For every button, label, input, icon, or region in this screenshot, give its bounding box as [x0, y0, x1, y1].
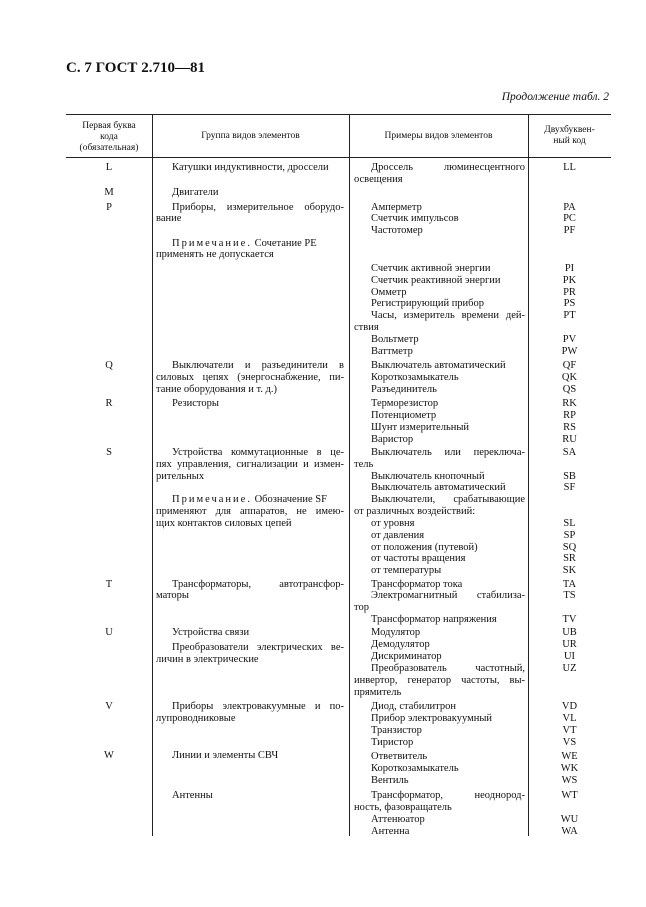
example-SA-line1: Выключатель или переключа-: [371, 447, 525, 458]
example-TA: Трансформатор тока: [371, 579, 463, 590]
example-VL: Прибор электровакуумный: [371, 713, 493, 724]
example-UZ-line2: инвертор, генератор частоты, вы-: [354, 675, 525, 686]
example-RK: Терморезистор: [371, 398, 439, 409]
letter-T: T: [105, 579, 113, 590]
group-P-note-line1: [172, 238, 317, 250]
letter-S: S: [106, 447, 112, 458]
example-PC: Счетчик импульсов: [371, 213, 459, 224]
example-PS: Регистрирующий прибор: [371, 298, 485, 309]
code-SP: SP: [563, 530, 576, 541]
example-S-intro-line2: от различных воздействий:: [354, 506, 476, 517]
code-TS: TS: [563, 590, 576, 601]
example-SQ: от положения (путевой): [371, 542, 478, 553]
code-PK: PK: [562, 275, 577, 286]
example-UZ-line3: прямитель: [354, 687, 402, 698]
code-PF: PF: [563, 225, 576, 236]
example-TS-line2: тор: [354, 602, 369, 613]
example-TV: Трансформатор напряжения: [371, 614, 497, 625]
example-WU: Аттенюатор: [371, 814, 425, 825]
code-SB: SB: [563, 471, 576, 482]
code-PC: PC: [563, 213, 576, 224]
code-PW: PW: [561, 346, 578, 357]
code-TA: TA: [562, 579, 577, 590]
example-WT-line2: ность, фазовращатель: [354, 802, 452, 813]
group-R: Резисторы: [172, 398, 219, 409]
example-SB: Выключатель кнопочный: [371, 471, 485, 482]
group-Q-line1: Выключатели и разъединители в: [172, 360, 344, 371]
example-WA: Антенна: [371, 826, 410, 837]
code-TV: TV: [562, 614, 577, 625]
example-PI: Счетчик активной энергии: [371, 263, 491, 274]
example-UI: Дискриминатор: [371, 651, 442, 662]
example-SP: от давления: [371, 530, 425, 541]
code-RS: RS: [563, 422, 576, 433]
group-S-note-line3: щих контактов силовых цепей: [156, 518, 292, 529]
code-PR: PR: [563, 287, 576, 298]
example-VS: Тиристор: [371, 737, 414, 748]
column-header-first-letter: Первая буква кода (обязательная): [79, 121, 139, 153]
example-SF: Выключатель автоматический: [371, 482, 506, 493]
example-WT-line1: Трансформатор, неоднород-: [371, 790, 525, 801]
code-WS: WS: [561, 775, 578, 786]
code-QF: QF: [562, 360, 577, 371]
example-S-intro-line1: Выключатели, срабатывающие: [371, 494, 525, 505]
example-SA-line2: тель: [354, 459, 374, 470]
group-S-line1: Устройства коммутационные в це-: [172, 447, 344, 458]
column-divider-2: [349, 114, 350, 836]
code-SQ: SQ: [562, 542, 577, 553]
group-T-line1: Трансформаторы, автотрансфор-: [172, 579, 344, 590]
code-VD: VD: [561, 701, 578, 712]
group-Q-line2: силовых цепях (энергоснабжение, пи-: [156, 372, 344, 383]
table-header-rule: [66, 157, 611, 158]
group-P-note-line2: применять не допускается: [156, 249, 274, 260]
code-SK: SK: [562, 565, 577, 576]
example-PT-line2: ствия: [354, 322, 379, 333]
example-SR: от частоты вращения: [371, 553, 466, 564]
code-PS: PS: [563, 298, 576, 309]
group-P-line1: Приборы, измерительное оборудо-: [172, 202, 344, 213]
code-VT: VT: [562, 725, 577, 736]
code-RK: RK: [562, 398, 577, 409]
code-VL: VL: [562, 713, 577, 724]
letter-P: P: [106, 202, 112, 213]
code-WA: WA: [561, 826, 578, 837]
example-WK: Короткозамыкатель: [371, 763, 459, 774]
code-SA: SA: [562, 447, 577, 458]
example-PW: Ваттметр: [371, 346, 413, 357]
group-U-line1: Устройства связи: [172, 627, 250, 638]
letter-W: W: [104, 750, 114, 761]
code-UI: UI: [563, 651, 576, 662]
group-S-line3: рительных: [156, 471, 205, 482]
column-header-code: Двухбуквен- ный код: [544, 125, 595, 146]
code-UZ: UZ: [562, 663, 577, 674]
example-PV: Вольтметр: [371, 334, 419, 345]
column-header-group: Группа видов элементов: [201, 131, 300, 141]
page-header: С. 7 ГОСТ 2.710—81: [66, 60, 205, 76]
example-TS-line1: Электромагнитный стабилиза-: [371, 590, 525, 601]
code-UB: UB: [562, 627, 577, 638]
note-text: Сочетание PE: [254, 238, 317, 249]
note-label: Примечание.: [172, 494, 252, 505]
example-QS: Разъединитель: [371, 384, 437, 395]
group-U2-line2: личин в электрические: [156, 654, 259, 665]
group-S-note-line1: [172, 494, 327, 506]
letter-Q: Q: [105, 360, 113, 371]
code-WE: WE: [561, 751, 578, 762]
group-L: Катушки индуктивности, дроссели: [172, 162, 329, 173]
example-UB: Модулятор: [371, 627, 421, 638]
example-RP: Потенциометр: [371, 410, 437, 421]
column-divider-1: [152, 114, 153, 836]
group-Q-line3: тание оборудования и т. д.): [156, 384, 277, 395]
example-RS: Шунт измерительный: [371, 422, 470, 433]
code-SF: SF: [563, 482, 576, 493]
code-QS: QS: [562, 384, 577, 395]
group-V-line1: Приборы электровакуумные и по-: [172, 701, 344, 712]
example-RU: Варистор: [371, 434, 414, 445]
code-RU: RU: [562, 434, 577, 445]
example-LL-line2: освещения: [354, 174, 403, 185]
code-WT: WT: [561, 790, 578, 801]
column-header-examples: Примеры видов элементов: [384, 131, 493, 141]
group-W1: Линии и элементы СВЧ: [172, 750, 279, 761]
note-text: Обозначение SF: [254, 494, 327, 505]
code-SR: SR: [563, 553, 576, 564]
example-WE: Ответвитель: [371, 751, 428, 762]
group-W2: Антенны: [172, 790, 213, 801]
code-PT: PT: [563, 310, 576, 321]
letter-V: V: [105, 701, 113, 712]
code-WK: WK: [560, 763, 579, 774]
example-PF: Частотомер: [371, 225, 423, 236]
code-WU: WU: [560, 814, 579, 825]
group-T-line2: маторы: [156, 590, 189, 601]
group-S-line2: пях управления, сигнализации и измен-: [156, 459, 344, 470]
code-RP: RP: [563, 410, 576, 421]
table-continuation-label: Продолжение табл. 2: [501, 91, 609, 103]
example-SK: от температуры: [371, 565, 442, 576]
example-PK: Счетчик реактивной энергии: [371, 275, 501, 286]
example-LL-line1: Дроссель люминесцентного: [371, 162, 525, 173]
example-WS: Вентиль: [371, 775, 409, 786]
letter-M: M: [104, 187, 114, 198]
table-top-rule: [66, 114, 611, 115]
letter-R: R: [105, 398, 113, 409]
example-UR: Демодулятор: [371, 639, 430, 650]
code-LL: LL: [563, 162, 576, 173]
example-UZ-line1: Преобразователь частотный,: [371, 663, 525, 674]
example-VD: Диод, стабилитрон: [371, 701, 457, 712]
group-V-line2: лупроводниковые: [156, 713, 236, 724]
group-M: Двигатели: [172, 187, 219, 198]
code-PI: PI: [564, 263, 575, 274]
code-PV: PV: [562, 334, 577, 345]
example-PR: Омметр: [371, 287, 407, 298]
code-UR: UR: [562, 639, 577, 650]
code-VS: VS: [562, 737, 577, 748]
code-QK: QK: [561, 372, 578, 383]
group-P-line2: вание: [156, 213, 182, 224]
group-U2-line1: Преобразователи электрических ве-: [172, 642, 344, 653]
code-SL: SL: [563, 518, 576, 529]
example-QF: Выключатель автоматический: [371, 360, 506, 371]
example-PT-line1: Часы, измеритель времени дей-: [371, 310, 525, 321]
group-S-note-line2: применяют для аппаратов, не имею-: [156, 506, 344, 517]
example-SL: от уровня: [371, 518, 415, 529]
example-QK: Короткозамыкатель: [371, 372, 459, 383]
note-label: Примечание.: [172, 238, 252, 249]
code-PA: PA: [563, 202, 576, 213]
letter-U: U: [105, 627, 113, 638]
example-VT: Транзистор: [371, 725, 422, 736]
letter-L: L: [105, 162, 113, 173]
example-PA: Амперметр: [371, 202, 422, 213]
